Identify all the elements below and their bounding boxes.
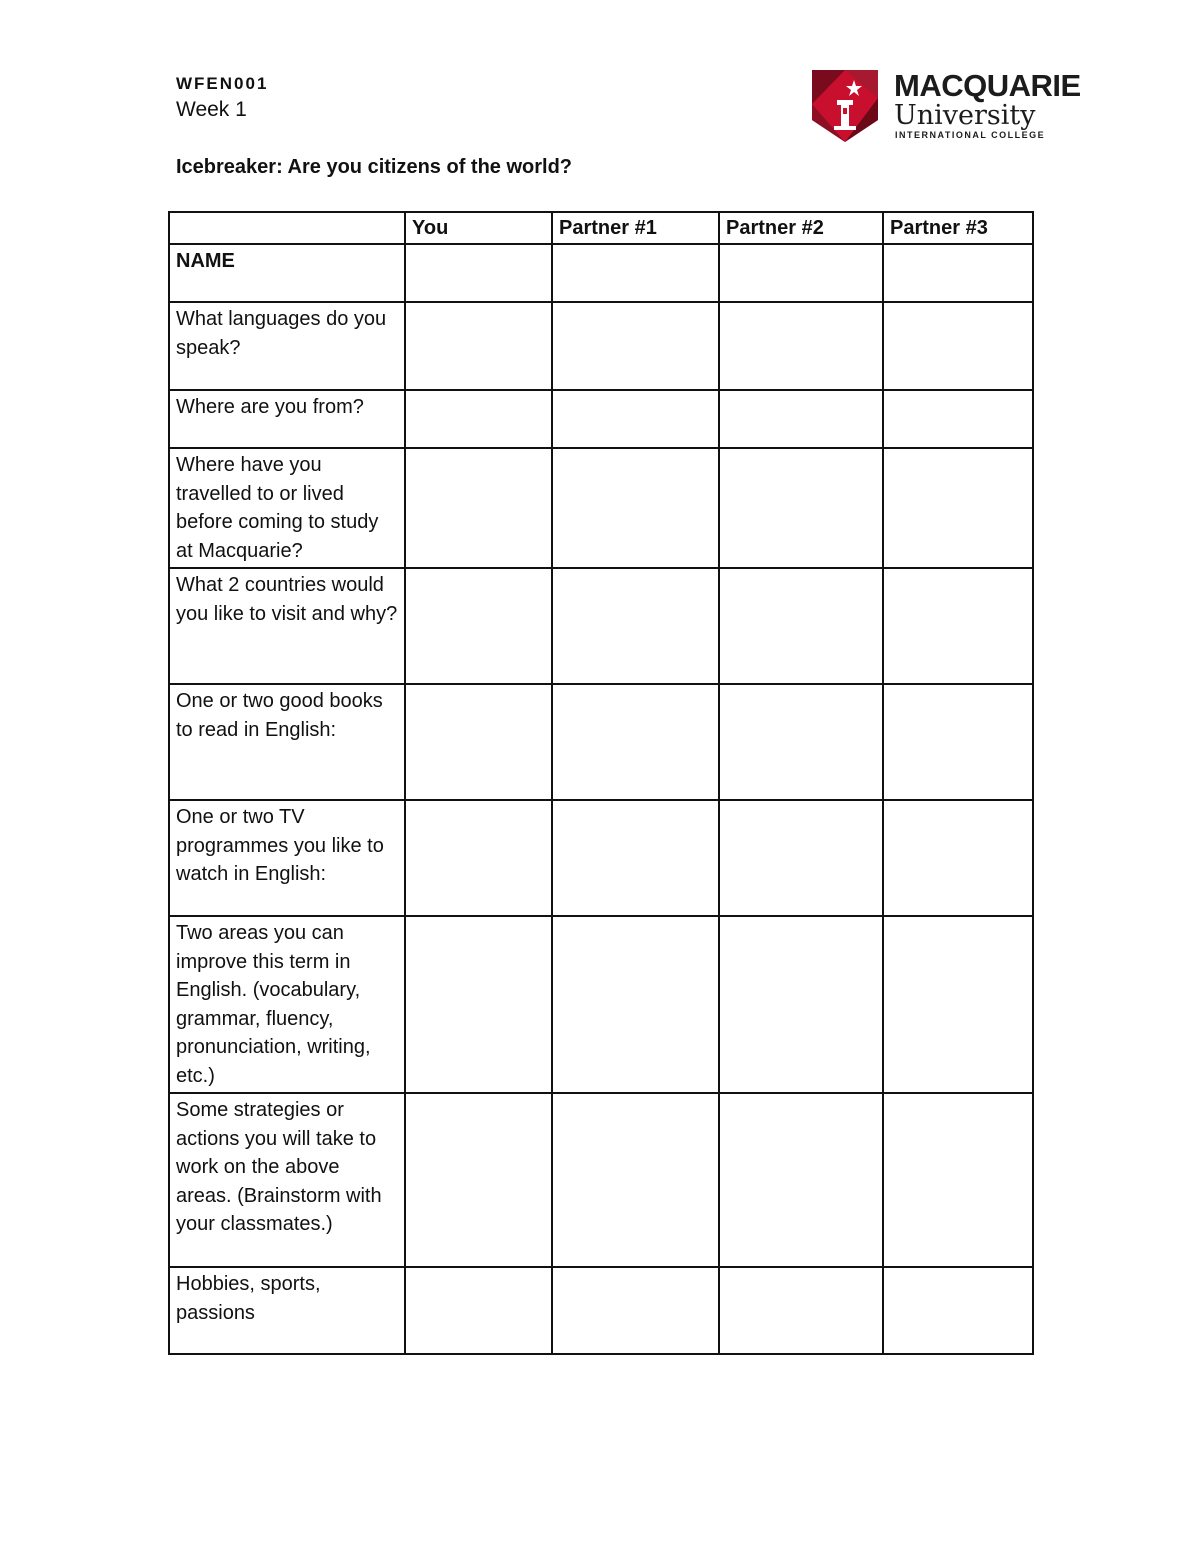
table-row bbox=[169, 448, 1033, 568]
column-header-partner-3: Partner #3 bbox=[883, 212, 1033, 244]
answer-cell[interactable] bbox=[405, 1267, 552, 1354]
answer-cell[interactable] bbox=[405, 916, 552, 1093]
table-row bbox=[169, 390, 1033, 448]
answer-cell[interactable] bbox=[405, 684, 552, 800]
table-row bbox=[169, 916, 1033, 1093]
answer-cell[interactable] bbox=[552, 684, 719, 800]
table-row bbox=[169, 302, 1033, 390]
answer-cell[interactable] bbox=[883, 1267, 1033, 1354]
row-label: One or two TV programmes you like to watch in English: bbox=[169, 800, 405, 916]
table-row bbox=[169, 800, 1033, 916]
worksheet-title: Icebreaker: Are you citizens of the world? bbox=[176, 156, 573, 178]
row-label: One or two good books to read in English: bbox=[169, 684, 405, 800]
table-row bbox=[169, 1093, 1033, 1267]
answer-cell[interactable] bbox=[883, 302, 1033, 390]
answer-cell[interactable] bbox=[552, 916, 719, 1093]
row-label: Hobbies, sports, passions bbox=[169, 1267, 405, 1354]
answer-cell[interactable] bbox=[883, 390, 1033, 448]
table-row bbox=[169, 244, 1033, 302]
column-header-partner-2: Partner #2 bbox=[719, 212, 883, 244]
answer-cell[interactable] bbox=[719, 302, 883, 390]
answer-cell[interactable] bbox=[719, 800, 883, 916]
answer-cell[interactable] bbox=[552, 448, 719, 568]
answer-cell[interactable] bbox=[552, 302, 719, 390]
icebreaker-table bbox=[168, 211, 1034, 1355]
answer-cell[interactable] bbox=[552, 1267, 719, 1354]
answer-cell[interactable] bbox=[719, 1093, 883, 1267]
answer-cell[interactable] bbox=[883, 916, 1033, 1093]
row-label: What 2 countries would you like to visit and why? bbox=[169, 568, 405, 684]
column-header-partner-1: Partner #1 bbox=[552, 212, 719, 244]
answer-cell[interactable] bbox=[719, 244, 883, 302]
logo-wordmark-line2: University bbox=[894, 100, 1036, 131]
answer-cell[interactable] bbox=[883, 448, 1033, 568]
table-row bbox=[169, 568, 1033, 684]
row-label: Two areas you can improve this term in English. (vocabulary, grammar, fluency, pronunciation, writing, etc.) bbox=[169, 916, 405, 1093]
university-logo bbox=[810, 68, 1081, 144]
answer-cell[interactable] bbox=[883, 568, 1033, 684]
answer-cell[interactable] bbox=[719, 448, 883, 568]
answer-cell[interactable] bbox=[405, 1093, 552, 1267]
answer-cell[interactable] bbox=[405, 800, 552, 916]
answer-cell[interactable] bbox=[719, 684, 883, 800]
logo-wordmark-line1: MACQUARIE bbox=[894, 68, 1081, 103]
answer-cell[interactable] bbox=[405, 448, 552, 568]
course-code: WFEN001 bbox=[176, 74, 269, 93]
answer-cell[interactable] bbox=[719, 916, 883, 1093]
answer-cell[interactable] bbox=[719, 390, 883, 448]
answer-cell[interactable] bbox=[883, 244, 1033, 302]
answer-cell[interactable] bbox=[719, 1267, 883, 1354]
table-header-row bbox=[169, 212, 1033, 244]
answer-cell[interactable] bbox=[405, 244, 552, 302]
answer-cell[interactable] bbox=[552, 1093, 719, 1267]
logo-wordmark-line3: INTERNATIONAL COLLEGE bbox=[895, 130, 1046, 140]
week-label: Week 1 bbox=[176, 98, 247, 121]
answer-cell[interactable] bbox=[883, 1093, 1033, 1267]
answer-cell[interactable] bbox=[552, 244, 719, 302]
table-row bbox=[169, 1267, 1033, 1354]
row-label: Some strategies or actions you will take to work on the above areas. (Brainstorm with your classmates.) bbox=[169, 1093, 405, 1267]
answer-cell[interactable] bbox=[552, 390, 719, 448]
table-row bbox=[169, 684, 1033, 800]
column-header-blank bbox=[169, 212, 405, 244]
shield-logo-icon bbox=[810, 68, 880, 144]
row-label: Where are you from? bbox=[169, 390, 405, 448]
answer-cell[interactable] bbox=[405, 568, 552, 684]
answer-cell[interactable] bbox=[719, 568, 883, 684]
answer-cell[interactable] bbox=[883, 800, 1033, 916]
answer-cell[interactable] bbox=[552, 568, 719, 684]
answer-cell[interactable] bbox=[552, 800, 719, 916]
column-header-you: You bbox=[405, 212, 552, 244]
answer-cell[interactable] bbox=[883, 684, 1033, 800]
row-label: NAME bbox=[169, 244, 405, 302]
row-label: What languages do you speak? bbox=[169, 302, 405, 390]
answer-cell[interactable] bbox=[405, 302, 552, 390]
answer-cell[interactable] bbox=[405, 390, 552, 448]
row-label: Where have you travelled to or lived before coming to study at Macquarie? bbox=[169, 448, 405, 568]
